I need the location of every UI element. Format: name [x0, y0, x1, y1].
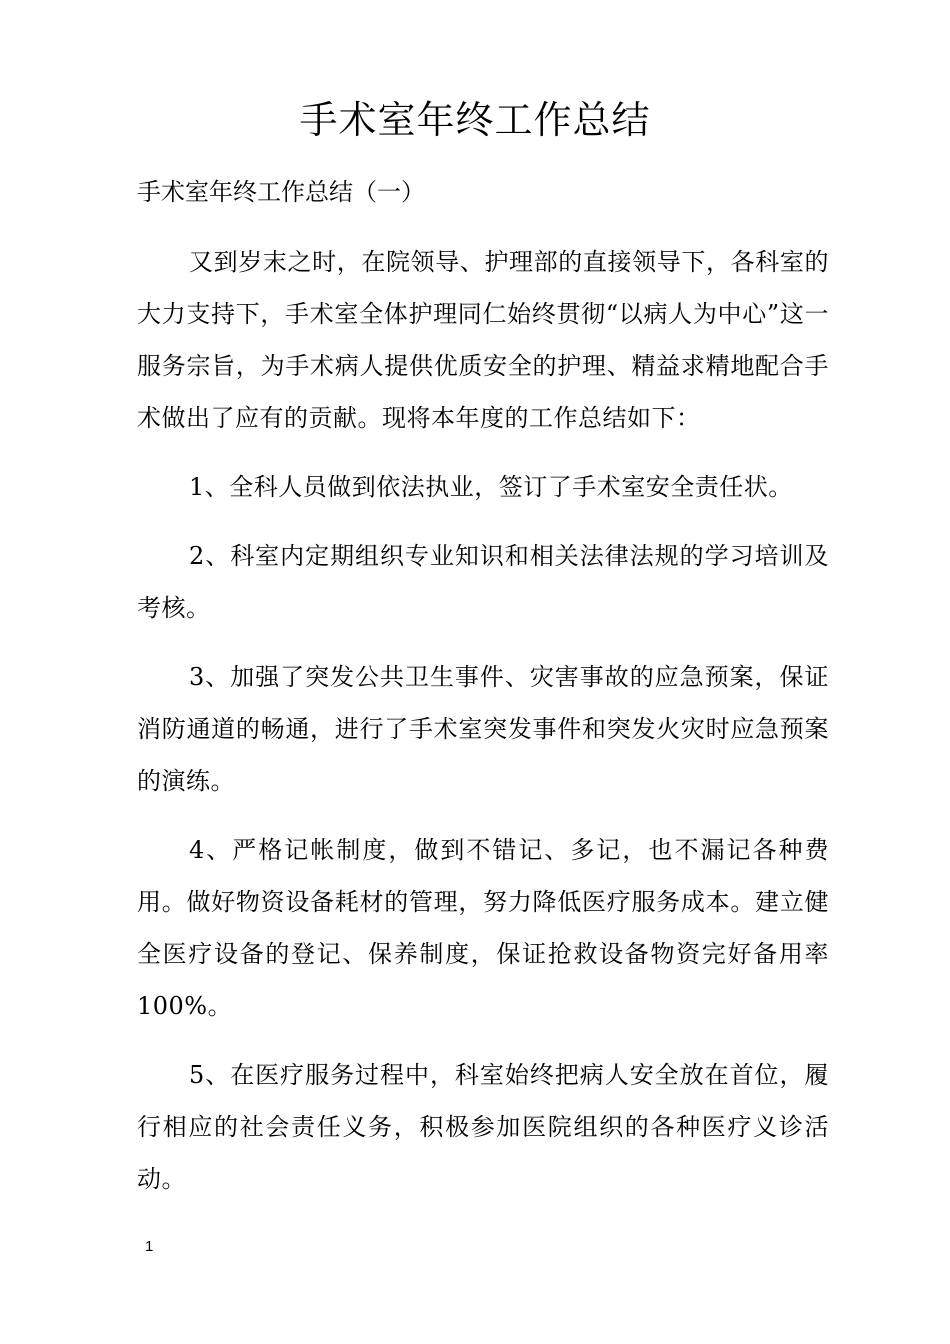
page-number: 1 — [145, 1238, 154, 1255]
paragraph-item-5: 5、在医疗服务过程中，科室始终把病人安全放在首位，履行相应的社会责任义务，积极参加医院组织的各种医疗义诊活动。 — [137, 1061, 829, 1193]
paragraph-item-4: 4、严格记帐制度，做到不错记、多记，也不漏记各种费用。做好物资设备耗材的管理，努力降低医疗服务成本。建立健全医疗设备的登记、保养制度，保证抢救设备物资完好备用率100%。 — [137, 836, 829, 1020]
paragraph-intro: 又到岁末之时，在院领导、护理部的直接领导下，各科室的大力支持下，手术室全体护理同仁始终贯彻“以病人为中心”这一服务宗旨，为手术病人提供优质安全的护理、精益求精地配合手术做出了应有的贡献。现将本年度的工作总结如下： — [137, 248, 829, 432]
paragraph-item-1: 1、全科人员做到依法执业，签订了手术室安全责任状。 — [189, 473, 793, 501]
paragraph-item-3: 3、加强了突发公共卫生事件、灾害事故的应急预案，保证消防通道的畅通，进行了手术室突发事件和突发火灾时应急预案的演练。 — [137, 663, 829, 795]
paragraph-item-2: 2、科室内定期组织专业知识和相关法律法规的学习培训及考核。 — [137, 542, 829, 622]
document-body — [137, 236, 829, 1222]
document-title: 手术室年终工作总结 — [299, 98, 651, 142]
section-subtitle: 手术室年终工作总结（一） — [137, 178, 425, 206]
